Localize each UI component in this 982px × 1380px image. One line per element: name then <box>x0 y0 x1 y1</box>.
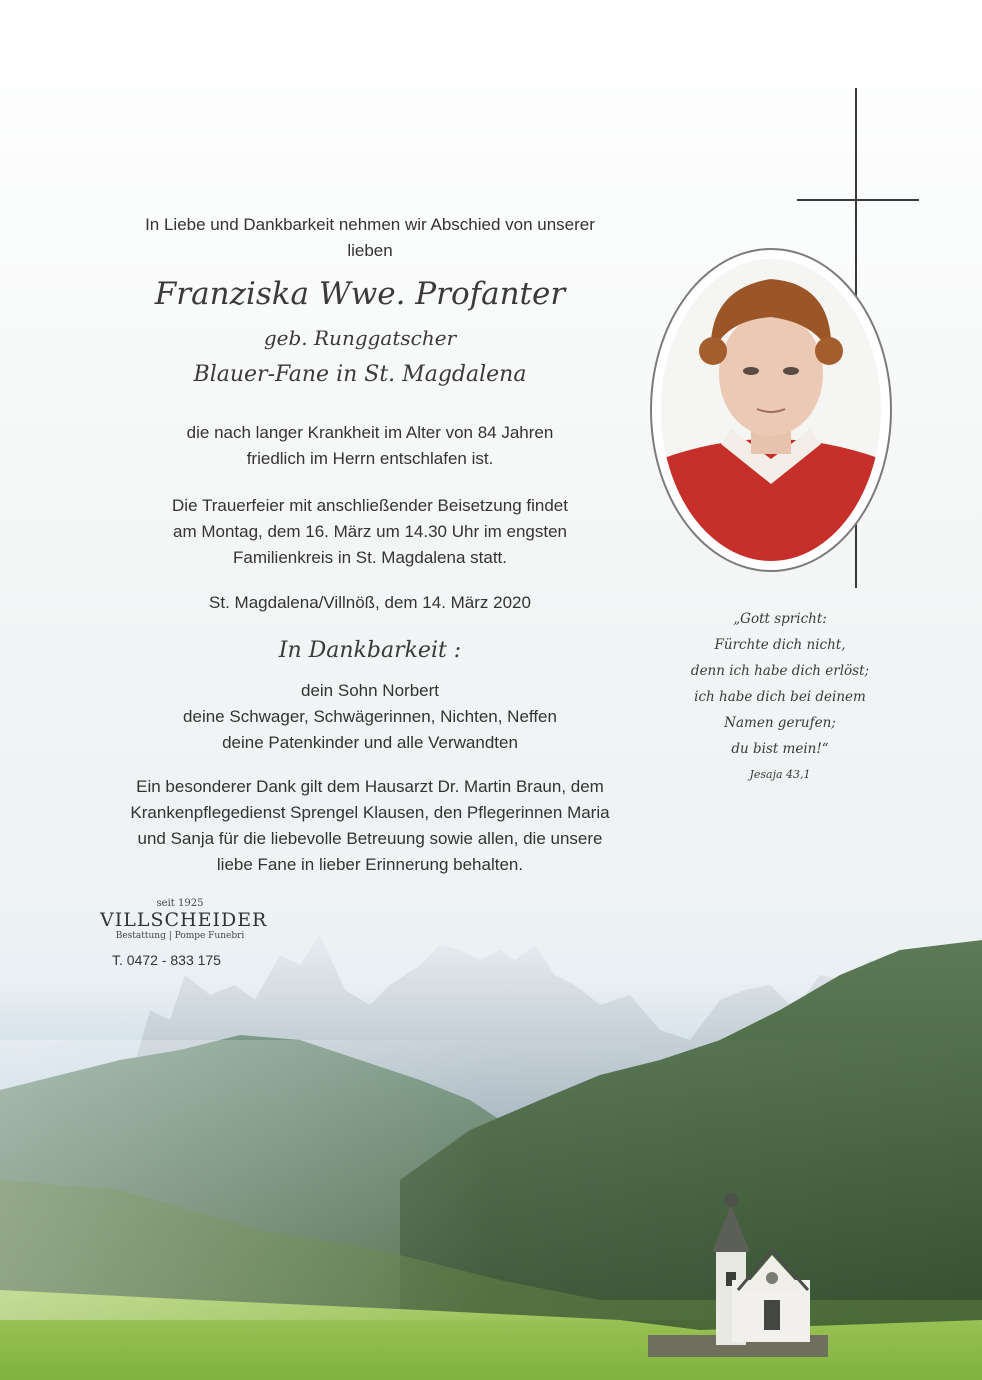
intro-line: lieben <box>347 241 393 260</box>
quote-line: Fürchte dich nicht, <box>714 637 846 653</box>
gratitude-line: Krankenpflegedienst Sprengel Klausen, den Pflegerinnen Maria <box>130 803 610 822</box>
gratitude-line: Ein besonderer Dank gilt dem Hausarzt Dr. Martin Braun, dem <box>136 777 604 796</box>
bible-quote <box>680 606 880 788</box>
funeral-line: am Montag, dem 16. März um 14.30 Uhr im engsten <box>172 522 567 541</box>
intro-line: In Liebe und Dankbarkeit nehmen wir Abschied von unserer <box>145 215 595 234</box>
portrait-frame <box>650 248 892 572</box>
logo-subtitle: Bestattung | Pompe Funebri <box>115 931 245 941</box>
logo-since: seit 1925 <box>156 898 204 909</box>
quote-line: denn ich habe dich erlöst; <box>690 663 870 679</box>
birth-name: geb. Runggatscher <box>263 326 457 350</box>
nickname: Blauer-Fane in St. Magdalena <box>193 362 527 387</box>
quote-line: „Gott spricht: <box>733 611 827 627</box>
funeral-home-logo <box>100 898 268 941</box>
gratitude-line: liebe Fane in lieber Erinnerung behalten. <box>216 855 524 874</box>
quote-line: du bist mein!“ <box>731 741 829 757</box>
death-notice <box>120 420 620 472</box>
son-name: Norbert <box>382 681 439 700</box>
place-date: St. Magdalena/Villnöß, dem 14. März 2020 <box>209 593 531 612</box>
funeral-home-phone: T. 0472 - 833 175 <box>112 952 221 968</box>
family-line: deine Schwager, Schwägerinnen, Nichten, Neffen <box>183 707 557 726</box>
quote-reference: Jesaja 43,1 <box>749 768 811 781</box>
thanks-heading: In Dankbarkeit : <box>278 638 462 663</box>
funeral-info <box>110 493 630 571</box>
son-line <box>110 678 630 704</box>
deceased-name: Franziska Wwe. Profanter <box>154 276 566 312</box>
portrait-photo <box>661 259 881 561</box>
gratitude-text <box>90 774 650 878</box>
quote-line: Namen gerufen; <box>724 715 836 731</box>
funeral-line: Familienkreis in St. Magdalena statt. <box>232 548 507 567</box>
gratitude-line: und Sanja für die liebevolle Betreuung sowie allen, die unsere <box>137 829 603 848</box>
quote-line: ich habe dich bei deinem <box>694 689 866 705</box>
family-line: deine Patenkinder und alle Verwandten <box>222 733 518 752</box>
death-notice-line: friedlich im Herrn entschlafen ist. <box>246 449 494 468</box>
son-prefix: dein Sohn <box>301 681 383 700</box>
logo-name: VILLSCHEIDER <box>100 909 268 931</box>
cross-horizontal-bar <box>797 199 919 201</box>
funeral-line: Die Trauerfeier mit anschließender Beisetzung findet <box>172 496 568 515</box>
family-list <box>110 678 630 756</box>
death-notice-line: die nach langer Krankheit im Alter von 84 Jahren <box>186 423 554 442</box>
intro-text <box>100 212 640 264</box>
elderly-woman-portrait-image <box>661 259 881 561</box>
